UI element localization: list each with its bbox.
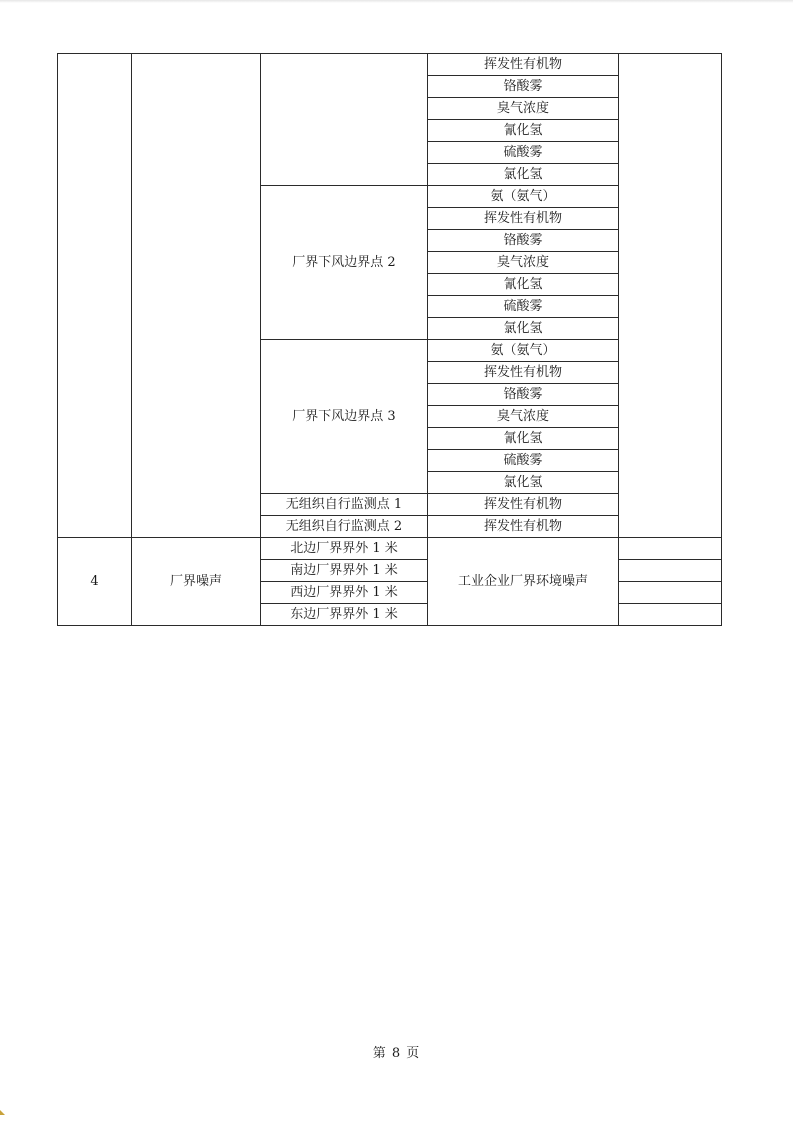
item-cell: 铬酸雾	[428, 230, 619, 252]
scan-corner-mark	[0, 1110, 5, 1115]
item-cell: 硫酸雾	[428, 450, 619, 472]
item-cell: 臭气浓度	[428, 252, 619, 274]
remark-cell	[619, 560, 722, 582]
item-cell: 挥发性有机物	[428, 54, 619, 76]
point-cell: 北边厂界界外 1 米	[261, 538, 428, 560]
point-cell: 东边厂界界外 1 米	[261, 604, 428, 626]
item-cell: 硫酸雾	[428, 142, 619, 164]
index-cell: 4	[58, 538, 132, 626]
item-cell: 臭气浓度	[428, 98, 619, 120]
item-cell: 氨（氨气）	[428, 340, 619, 362]
item-cell: 臭气浓度	[428, 406, 619, 428]
item-cell: 挥发性有机物	[428, 516, 619, 538]
remark-cell	[619, 538, 722, 560]
scan-edge	[0, 0, 793, 3]
point-cell: 南边厂界界外 1 米	[261, 560, 428, 582]
item-cell: 氯化氢	[428, 164, 619, 186]
point-cell: 厂界下风边界点 2	[261, 186, 428, 340]
point-cell: 无组织自行监测点 2	[261, 516, 428, 538]
item-cell: 氯化氢	[428, 472, 619, 494]
item-cell: 氨（氨气）	[428, 186, 619, 208]
table-row	[58, 538, 722, 560]
item-cell: 氰化氢	[428, 428, 619, 450]
item-cell: 工业企业厂界环境噪声	[428, 538, 619, 626]
point-cell: 厂界下风边界点 3	[261, 340, 428, 494]
point-cell: 西边厂界界外 1 米	[261, 582, 428, 604]
item-cell: 氰化氢	[428, 120, 619, 142]
item-cell: 铬酸雾	[428, 76, 619, 98]
point-cell-continued	[261, 54, 428, 186]
point-cell: 无组织自行监测点 1	[261, 494, 428, 516]
item-cell: 挥发性有机物	[428, 208, 619, 230]
index-cell-continued	[58, 54, 132, 538]
page-number: 第 8 页	[372, 1046, 421, 1061]
monitoring-table	[57, 53, 722, 626]
category-cell: 厂界噪声	[132, 538, 261, 626]
item-cell: 氰化氢	[428, 274, 619, 296]
item-cell: 氯化氢	[428, 318, 619, 340]
remark-cell	[619, 604, 722, 626]
item-cell: 硫酸雾	[428, 296, 619, 318]
item-cell: 铬酸雾	[428, 384, 619, 406]
remark-cell-continued	[619, 54, 722, 538]
table-row	[58, 54, 722, 76]
item-cell: 挥发性有机物	[428, 362, 619, 384]
remark-cell	[619, 582, 722, 604]
category-cell-continued	[132, 54, 261, 538]
item-cell: 挥发性有机物	[428, 494, 619, 516]
